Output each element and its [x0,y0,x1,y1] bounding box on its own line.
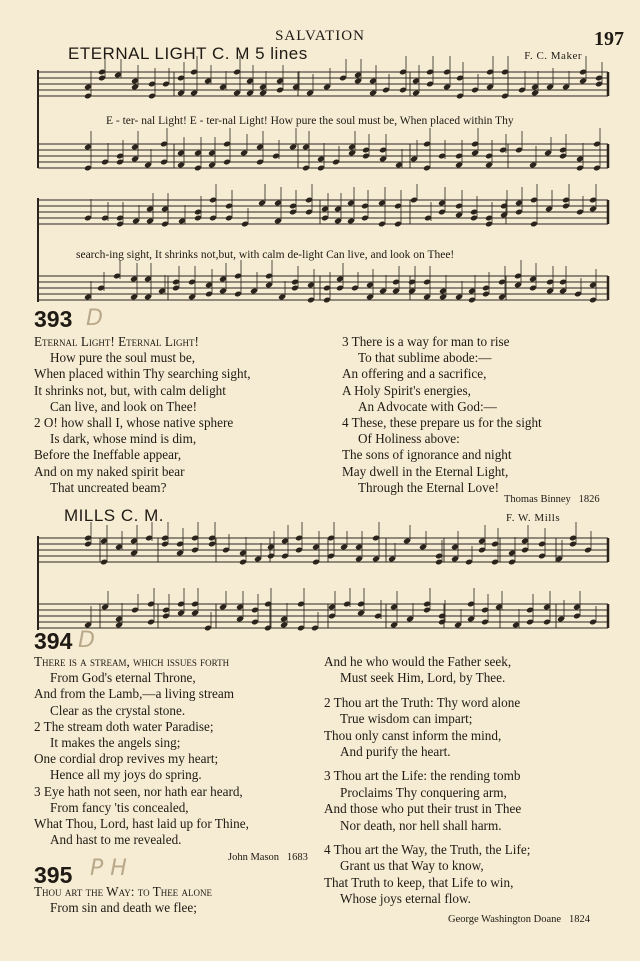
hymn395-author: George Washington Doane 1824 [448,914,590,925]
verse-line: 2 The stream doth water Paradise; [34,718,214,734]
verse-line: 3 There is a way for man to rise [342,334,510,349]
tune1-lyric-line1: E - ter- nal Light! E - ter-nal Light! How pure the soul must be, When placed within Thy [106,115,514,127]
verse-line: Can live, and look on Thee! [50,398,197,414]
verse-line: 2 O! how shall I, whose native sphere [34,415,234,431]
verse-line: Grant us that Way to know, [340,858,484,874]
verse-line: 3 Thou art the Life: the rending tomb [324,768,521,784]
verse-line: An Advocate with God:— [358,398,497,414]
verse-line: Whose joys eternal flow. [340,891,471,907]
verse-line: The sons of ignorance and night [342,447,512,463]
verse-line: Clear as the crystal stone. [50,702,186,718]
verse-line: It makes the angels sing; [50,735,181,751]
hymn394-author: John Mason 1683 [228,852,308,863]
verse-line: From fancy 'tis concealed, [50,799,189,815]
handwritten-mark-393: D [86,306,103,331]
verse-line: It shrinks not, but, with calm delight [34,382,226,398]
verse-line: How pure the soul must be, [50,350,196,366]
verse-line: And on my naked spirit bear [34,463,185,479]
verse-line: Hence all my joys do spring. [50,767,202,783]
section-header: SALVATION [275,28,365,44]
hymn395-left-column [34,884,212,916]
verse-line: That uncreated beam? [50,479,167,495]
composer-maker: F. C. Maker [524,50,582,62]
page-number: 197 [594,28,624,50]
handwritten-mark-395: P H [90,856,127,881]
verse-line: Eternal Light! Eternal Light! [34,334,199,349]
tune1-lyric-line2: search-ing sight, It shrinks not,but, with calm de-light Can live, and look on Thee! [76,249,455,261]
verse-line: A Holy Spirit's energies, [342,382,471,398]
verse-line: Thou art the Way: to Thee alone [34,884,212,899]
verse-line: That Truth to keep, that Life to win, [324,874,514,890]
composer-mills: F. W. Mills [506,512,561,524]
verse-line: Of Holiness above: [358,431,460,447]
hymn-number-395: 395 [34,862,73,888]
verse-line: And hast to me revealed. [50,832,182,848]
verse-line: Is dark, whose mind is dim, [50,431,197,447]
tune-name-mills: MILLS C. M. [64,506,164,525]
verse-line: May dwell in the Eternal Light, [342,463,509,479]
verse-line: From sin and death we flee; [50,900,197,916]
verse-line: 4 Thou art the Way, the Truth, the Life; [324,842,531,858]
verse-line: Thou only canst inform the mind, [324,727,502,743]
verse-line: To that sublime abode:— [358,350,492,366]
verse-line: True wisdom can impart; [340,711,473,727]
hymn393-left-column [34,334,251,496]
verse-line: 3 Eye hath not seen, nor hath ear heard, [34,783,243,799]
verse-line: An offering and a sacrifice, [342,366,487,382]
hymn-number-394: 394 [34,628,73,654]
hymn393-right-column [342,334,542,496]
verse-line: 4 These, these prepare us for the sight [342,415,542,431]
hymn395-right-column [324,654,530,908]
verse-line: From God's eternal Throne, [50,670,196,686]
verse-line: There is a stream, which issues forth [34,654,230,669]
verse-line: Proclaims Thy conquering arm, [340,784,507,800]
hymn393-author: Thomas Binney 1826 [504,494,600,505]
hymn394-left-column [34,654,249,848]
verse-line: And from the Lamb,—a living stream [34,686,234,702]
verse-line: 2 Thou art the Truth: Thy word alone [324,694,521,710]
hymn-number-393: 393 [34,306,73,332]
verse-line: Must seek Him, Lord, by Thee. [340,670,506,686]
verse-line: Nor death, nor hell shall harm. [340,817,502,833]
verse-line: And purify the heart. [340,744,451,760]
verse-line: What Thou, Lord, hast laid up for Thine, [34,816,249,832]
handwritten-mark-394: D [78,628,95,653]
tune-name-eternal-light: ETERNAL LIGHT C. M 5 lines [68,44,308,63]
verse-line: And those who put their trust in Thee [324,801,522,817]
verse-line: Before the Ineffable appear, [34,447,182,463]
verse-line: When placed within Thy searching sight, [34,366,251,382]
verse-line: And he who would the Father seek, [324,654,512,669]
verse-line: One cordial drop revives my heart; [34,751,219,767]
verse-line: Through the Eternal Love! [358,479,499,495]
